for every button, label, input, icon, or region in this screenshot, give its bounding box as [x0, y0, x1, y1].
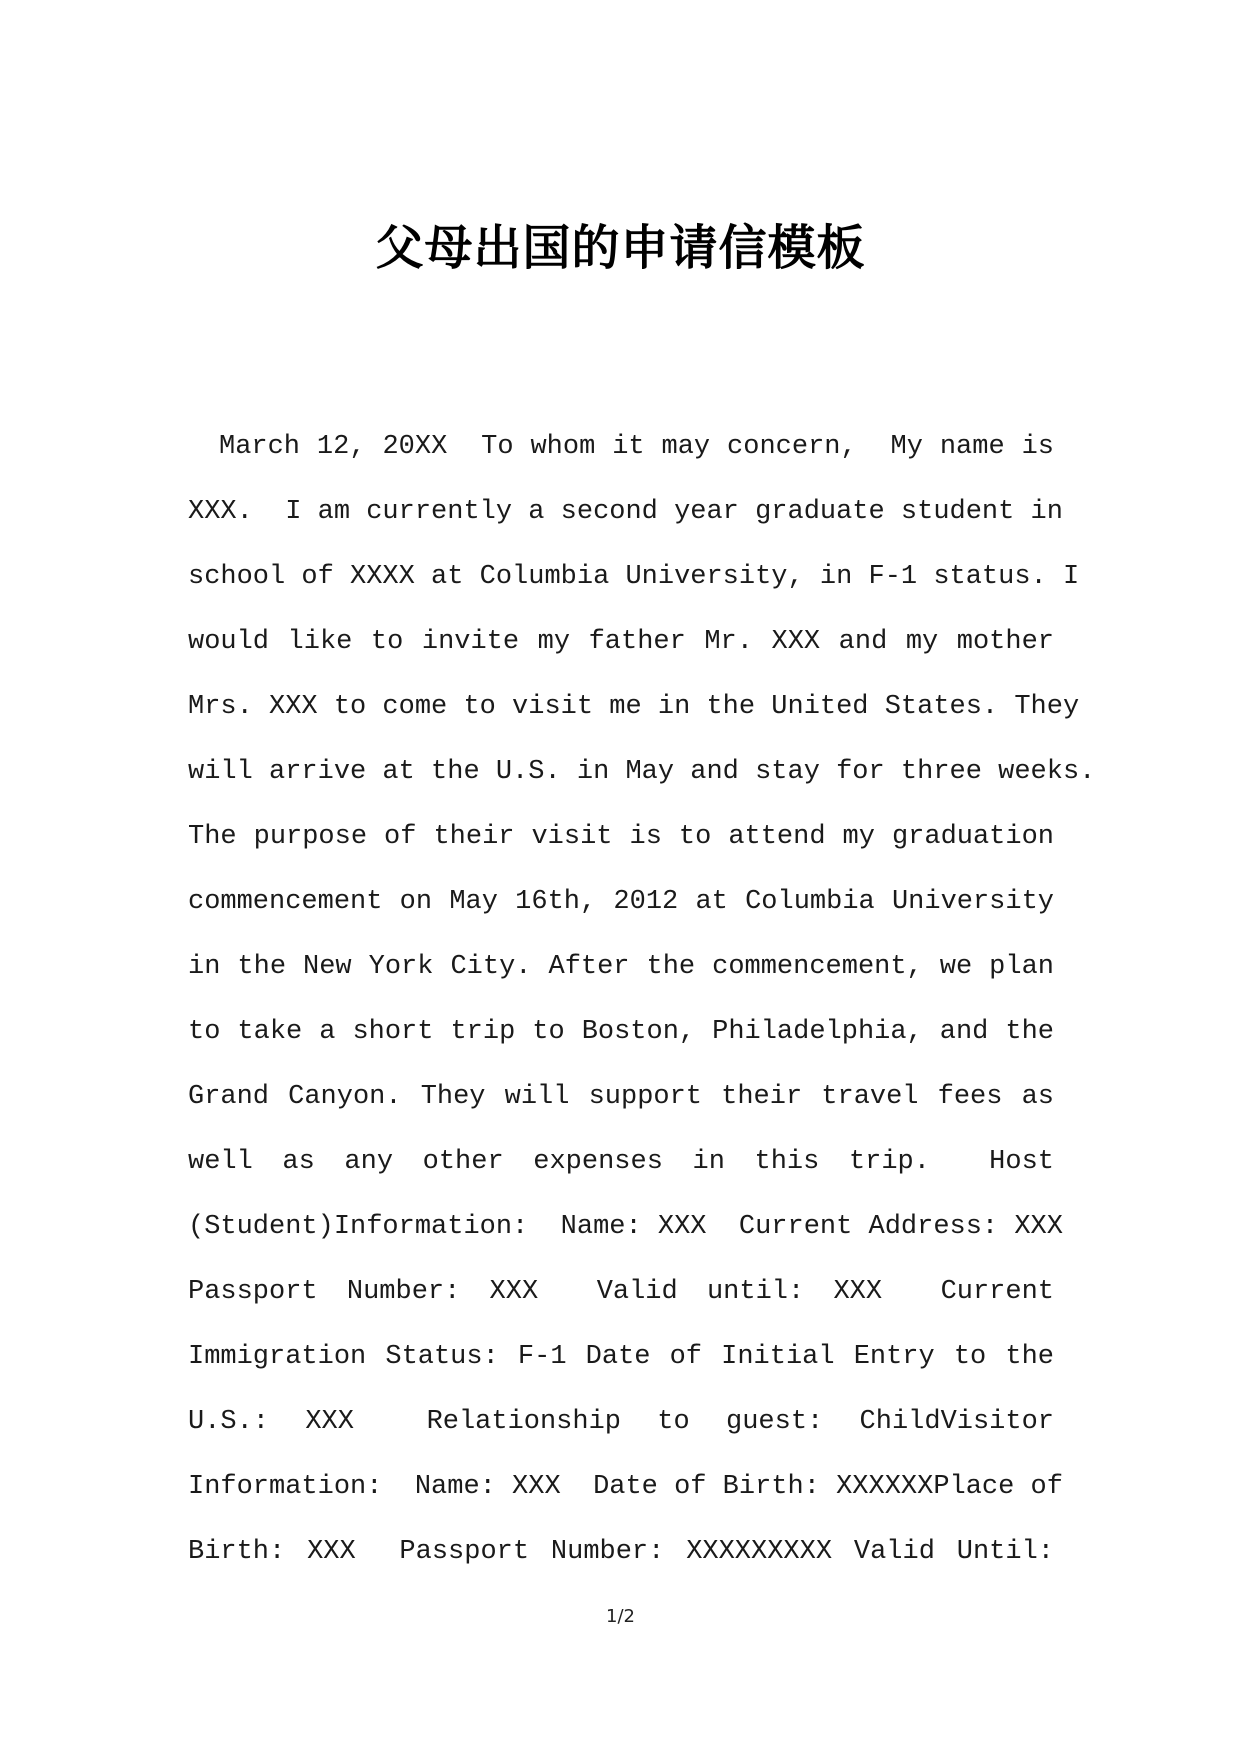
page-title: 父母出国的申请信模板	[375, 220, 866, 276]
letter-line: (Student)Information: Name: XXX Current Address: XXX	[188, 1212, 1063, 1242]
letter-line: will arrive at the U.S. in May and stay for three weeks.	[188, 757, 1096, 787]
letter-line: XXX. I am currently a second year graduate student in	[188, 497, 1063, 527]
letter-line: The purpose of their visit is to attend my graduation	[188, 822, 1054, 852]
letter-line: well as any other expenses in this trip. Host	[188, 1147, 1054, 1177]
letter-line: Mrs. XXX to come to visit me in the United States. They	[188, 692, 1080, 722]
letter-line: commencement on May 16th, 2012 at Columbia University	[188, 887, 1054, 917]
letter-line: Passport Number: XXX Valid until: XXX Current	[188, 1277, 1054, 1307]
letter-line: to take a short trip to Boston, Philadelphia, and the	[188, 1017, 1054, 1047]
letter-line: Information: Name: XXX Date of Birth: XXXXXXPlace of	[188, 1472, 1063, 1502]
letter-line: Grand Canyon. They will support their travel fees as	[188, 1082, 1054, 1112]
letter-line: school of XXXX at Columbia University, in F-1 status. I	[188, 562, 1080, 592]
letter-line: Immigration Status: F-1 Date of Initial Entry to the	[188, 1342, 1054, 1372]
letter-body	[188, 415, 1096, 1585]
letter-line: U.S.: XXX Relationship to guest: ChildVisitor	[188, 1407, 1054, 1437]
page-number: 1/2	[606, 1606, 635, 1627]
letter-line: would like to invite my father Mr. XXX and my mother	[188, 627, 1054, 657]
letter-line: in the New York City. After the commencement, we plan	[188, 952, 1054, 982]
letter-line: March 12, 20XX To whom it may concern, My name is	[219, 432, 1054, 462]
letter-line: Birth: XXX Passport Number: XXXXXXXXX Valid Until:	[188, 1537, 1054, 1567]
